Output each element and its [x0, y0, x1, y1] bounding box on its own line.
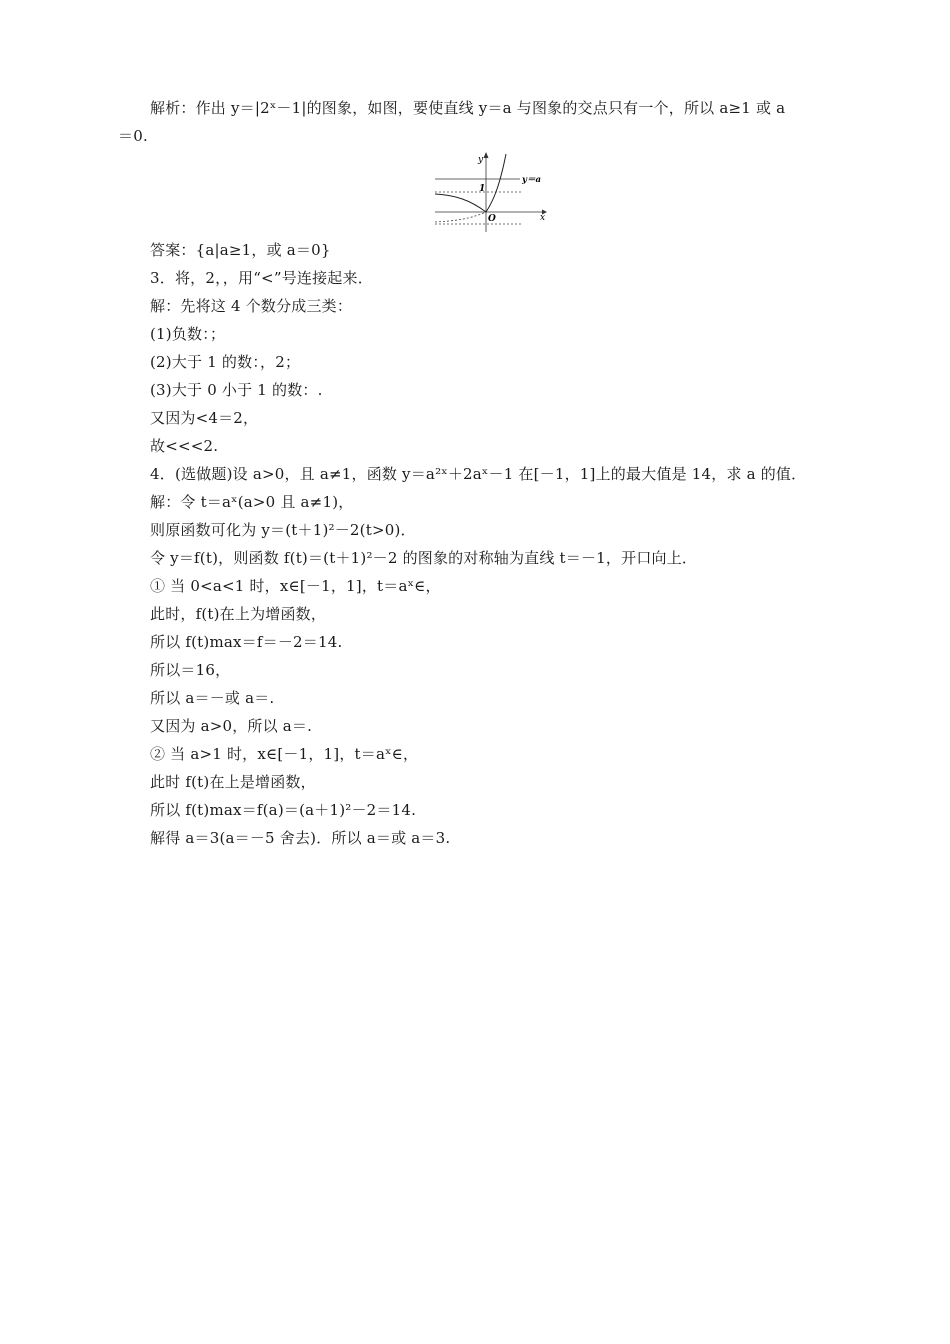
problem-4-case-2-max: 所以 f(t)max＝f(a)＝(a＋1)²－2＝14.	[150, 801, 417, 819]
curve-left-branch	[435, 194, 486, 212]
problem-3-reason: 又因为<4＝2，	[150, 409, 259, 427]
problem-3-statement: 3．将，2，，用“<”号连接起来．	[150, 269, 373, 287]
problem-4-case-1-header: ① 当 0<a<1 时，x∈[－1，1]，t＝aˣ∈，	[150, 577, 441, 595]
problem-3-case-3: (3)大于 0 小于 1 的数：.	[150, 381, 323, 399]
problem-3-solution-intro: 解：先将这 4 个数分成三类：	[150, 297, 353, 315]
y-axis-arrow	[484, 152, 489, 158]
one-label: 1	[479, 184, 486, 194]
problem-4-substitution: 解：令 t＝aˣ(a>0 且 a≠1)，	[150, 493, 354, 511]
solution-analysis-line: 解析：作出 y＝|2ˣ－1|的图象，如图，要使直线 y＝a 与图象的交点只有一个，所以 a≥1 或 a	[150, 99, 786, 117]
problem-4-case-1-equation: 所以＝16，	[150, 661, 231, 679]
origin-label: O	[488, 214, 496, 224]
answer-line: 答案：{a|a≥1，或 a＝0}	[150, 241, 331, 259]
problem-4-final-answer: 解得 a＝3(a＝－5 舍去)．所以 a＝或 a＝3.	[150, 829, 451, 847]
solution-analysis-continuation: ＝0.	[118, 127, 148, 145]
problem-4-case-1-roots: 所以 a＝－或 a＝.	[150, 689, 275, 707]
line-y-a-label: y＝a	[522, 175, 541, 185]
problem-3-case-1: (1)负数：；	[150, 325, 226, 343]
problem-4-case-2-header: ② 当 a>1 时，x∈[－1，1]，t＝aˣ∈，	[150, 745, 419, 763]
x-axis-label: x	[540, 213, 546, 223]
problem-4-case-2-monotonic: 此时 f(t)在上是增函数，	[150, 773, 316, 791]
problem-4-statement: 4．(选做题)设 a>0，且 a≠1，函数 y＝a²ˣ＋2aˣ－1 在[－1，1]上的最大值是 14，求 a 的值．	[150, 465, 807, 483]
problem-3-case-2: (2)大于 1 的数：，2；	[150, 353, 301, 371]
problem-4-transformed: 则原函数可化为 y＝(t＋1)²－2(t>0)．	[150, 521, 416, 539]
curve-dashed-reflection	[435, 212, 486, 222]
curve-right-branch	[486, 154, 506, 212]
y-axis-label: y	[478, 155, 484, 165]
problem-4-axis-of-symmetry: 令 y＝f(t)，则函数 f(t)＝(t＋1)²－2 的图象的对称轴为直线 t＝－1，开口向上．	[150, 549, 698, 567]
problem-4-case-1-result: 又因为 a>0，所以 a＝.	[150, 717, 313, 735]
problem-4-case-1-monotonic: 此时，f(t)在上为增函数，	[150, 605, 327, 623]
problem-4-case-1-max: 所以 f(t)max＝f＝－2＝14.	[150, 633, 343, 651]
function-graph-figure	[430, 148, 560, 234]
problem-3-conclusion: 故<<<2.	[150, 437, 219, 455]
